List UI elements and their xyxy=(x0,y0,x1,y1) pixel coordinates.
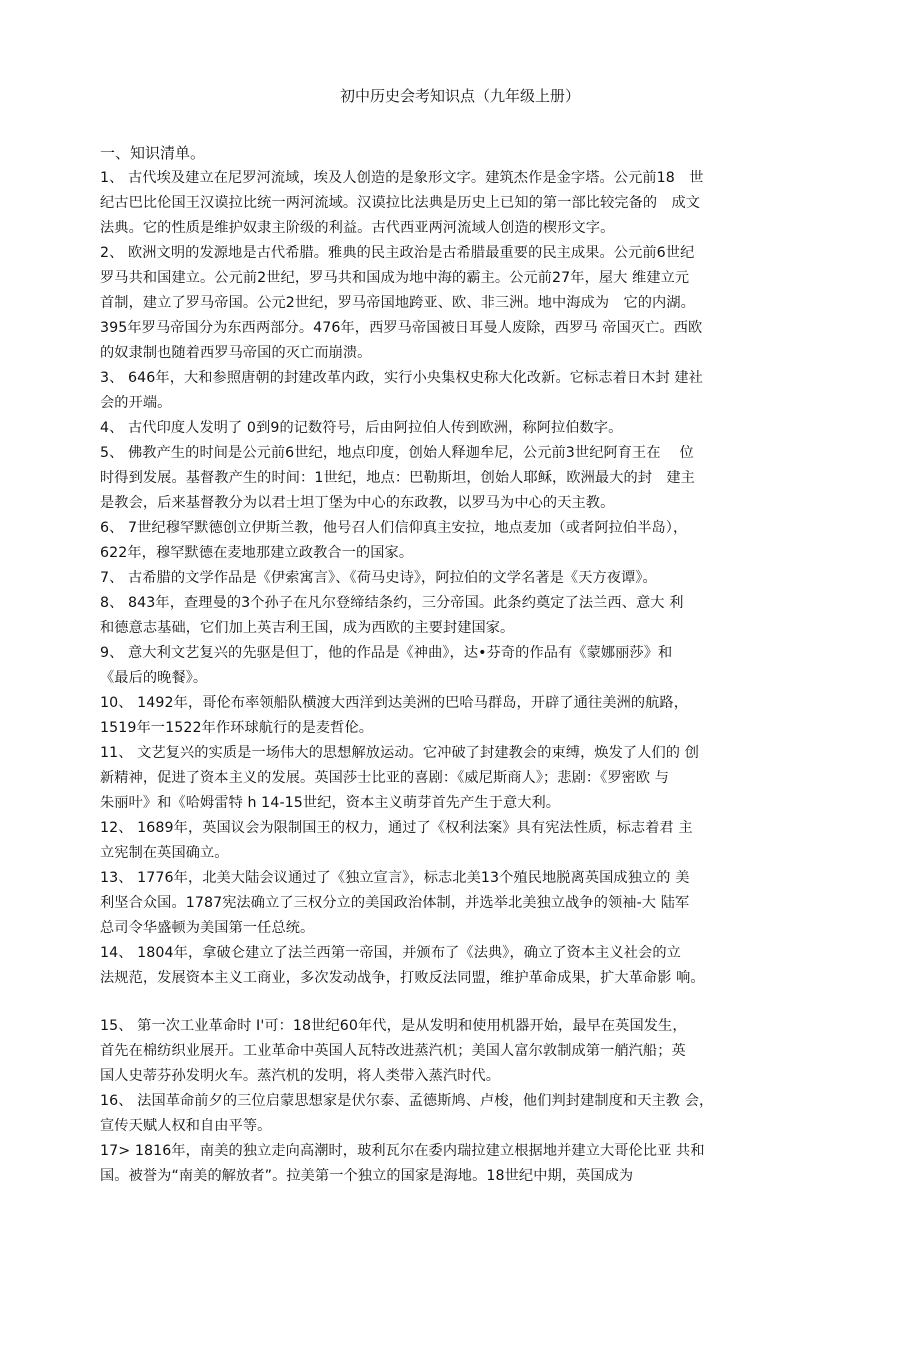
knowledge-item-11 xyxy=(100,741,828,816)
text-line: 11、 文艺复兴的实质是一场伟大的思想解放运动。它冲破了封建教会的束缚，焕发了人们的 创 xyxy=(100,745,699,761)
section-heading: 一、知识清单。 xyxy=(100,144,206,162)
text-line: 立宪制在英国确立。 xyxy=(100,845,229,861)
knowledge-item-1 xyxy=(100,166,828,241)
knowledge-item-15 xyxy=(100,1014,828,1089)
text-line: 1、 古代埃及建立在尼罗河流域，埃及人创造的是象形文字。建筑杰作是金字塔。公元前18 世 xyxy=(100,170,704,186)
text-line: 3、 646年，大和参照唐朝的封建改革内政，实行小央集权史称大化改新。它标志着日木封 建社 xyxy=(100,370,703,386)
knowledge-item-8 xyxy=(100,591,828,641)
text-line: 《最后的晚餐》。 xyxy=(100,670,208,686)
text-line: 新精神，促进了资本主义的发展。英国莎士比亚的喜剧：《威尼斯商人》；悲剧：《罗密欧 与 xyxy=(100,770,670,786)
knowledge-item-10 xyxy=(100,691,828,741)
knowledge-item-3 xyxy=(100,366,828,416)
text-line: 5、 佛教产生的时间是公元前6世纪，地点印度，创始人释迦牟尼，公元前3世纪阿育王在 位 xyxy=(100,445,694,461)
text-line: 时得到发展。基督教产生的时间：1世纪，地点：巴勒斯坦，创始人耶稣，欧洲最大的封 建主 xyxy=(100,470,695,486)
knowledge-item-7 xyxy=(100,566,828,591)
text-line: 395年罗马帝国分为东西两部分。476年，西罗马帝国被日耳曼人废除，西罗马 帝国灭亡。西欧 xyxy=(100,320,703,336)
text-line: 的奴隶制也随着西罗马帝国的灭亡而崩溃。 xyxy=(100,345,372,361)
knowledge-item-13 xyxy=(100,866,828,941)
text-line: 纪古巴比伦国王汉谟拉比统一两河流域。汉谟拉比法典是历史上已知的第一部比较完备的 成文 xyxy=(100,195,701,211)
text-line: 朱丽叶》和《哈姆雷特 h 14-15世纪，资本主义萌芽首先产生于意大利。 xyxy=(100,795,561,811)
text-line: 14、 1804年，拿破仑建立了法兰西第一帝国，并颁布了《法典》，确立了资本主义社会的立 xyxy=(100,945,681,961)
document-title: 初中历史会考知识点（九年级上册） xyxy=(339,87,580,105)
text-line: 总司令华盛顿为美国第一任总统。 xyxy=(100,920,315,936)
text-line: 2、 欧洲文明的发源地是古代希腊。雅典的民主政治是古希腊最重要的民主成果。公元前6世纪 xyxy=(100,245,695,261)
text-line: 13、 1776年，北美大陆会议通过了《独立宣言》，标志北美13个殖民地脱离英国成独立的 美 xyxy=(100,870,690,886)
text-line: 8、 843年，查理曼的3个孙子在凡尔登缔结条约，三分帝国。此条约奠定了法兰西、意大 利 xyxy=(100,595,684,611)
text-line: 宣传天赋人权和自由平等。 xyxy=(100,1118,272,1134)
text-line: 国。被誉为“南美的解放者”。拉美第一个独立的国家是海地。18世纪中期，英国成为 xyxy=(100,1168,634,1184)
text-line: 17> 1816年，南美的独立走向高潮时，玻利瓦尔在委内瑞拉建立根据地并建立大哥伦比亚 共和 xyxy=(100,1143,705,1159)
knowledge-list xyxy=(100,166,828,1189)
text-line: 利坚合众国。1787宪法确立了三权分立的美国政治体制，并选举北美独立战争的领袖-大 陆军 xyxy=(100,895,690,911)
text-line: 法规范，发展资本主义工商业，多次发动战争，打败反法同盟，维护革命成果，扩大革命影 响。 xyxy=(100,970,705,986)
knowledge-item-4 xyxy=(100,416,828,441)
knowledge-item-5 xyxy=(100,441,828,516)
text-line: 9、 意大利文艺复兴的先驱是但丁，他的作品是《神曲》，达•芬奇的作品有《蒙娜丽莎》和 xyxy=(100,645,673,661)
knowledge-item-9 xyxy=(100,641,828,691)
text-line: 15、 第一次工业革命时 I'可：18世纪60年代，是从发明和使用机器开始，最早在英国发生， xyxy=(100,1018,687,1034)
text-line: 国人史蒂芬孙发明火车。蒸汽机的发明，将人类带入蒸汽时代。 xyxy=(100,1068,501,1084)
text-line: 会的开端。 xyxy=(100,395,172,411)
text-line: 12、 1689年，英国议会为限制国王的权力，通过了《权利法案》具有宪法性质，标志着君 主 xyxy=(100,820,693,836)
knowledge-item-2 xyxy=(100,241,828,366)
text-line: 7、 古希腊的文学作品是《伊索寓言》、《荷马史诗》，阿拉伯的文学名著是《天方夜谭》。 xyxy=(100,570,657,586)
text-line: 1519年一1522年作环球航行的是麦哲伦。 xyxy=(100,720,374,736)
text-line: 是教会，后来基督教分为以君士坦丁堡为中心的东政教，以罗马为中心的天主教。 xyxy=(100,495,615,511)
text-line: 6、 7世纪穆罕默德创立伊斯兰教，他号召人们信仰真主安拉，地点麦加（或者阿拉伯半岛）， xyxy=(100,520,688,536)
knowledge-item-12 xyxy=(100,816,828,866)
text-line: 622年，穆罕默德在麦地那建立政教合一的国家。 xyxy=(100,545,414,561)
text-line: 法典。它的性质是维护奴隶主阶级的利益。古代西亚两河流域人创造的楔形文字。 xyxy=(100,220,615,236)
text-line: 首先在棉纺织业展开。工业革命中英国人瓦特改进蒸汽机；美国人富尔敦制成第一艄汽船；英 xyxy=(100,1043,686,1059)
knowledge-item-17 xyxy=(100,1139,828,1189)
text-line: 10、 1492年，哥伦布率领船队横渡大西洋到达美洲的巴哈马群岛，开辟了通往美洲的航路， xyxy=(100,695,689,711)
text-line: 4、 古代印度人发明了 0到9的记数符号，后由阿拉伯人传到欧洲，称阿拉伯数字。 xyxy=(100,420,623,436)
knowledge-item-14 xyxy=(100,941,828,991)
text-line: 罗马共和国建立。公元前2世纪，罗马共和国成为地中海的霸主。公元前27年，屋大 维建立元 xyxy=(100,270,690,286)
text-line: 16、 法国革命前夕的三位启蒙思想家是伏尔泰、孟德斯鸠、卢梭，他们判封建制度和天主教 会， xyxy=(100,1093,714,1109)
knowledge-item-16 xyxy=(100,1089,828,1139)
text-line: 和德意志基础，它们加上英吉利王国，成为西欧的主要封建国家。 xyxy=(100,620,515,636)
knowledge-item-6 xyxy=(100,516,828,566)
text-line: 首制，建立了罗马帝国。公元2世纪，罗马帝国地跨亚、欧、非三洲。地中海成为 它的内湖。 xyxy=(100,295,695,311)
